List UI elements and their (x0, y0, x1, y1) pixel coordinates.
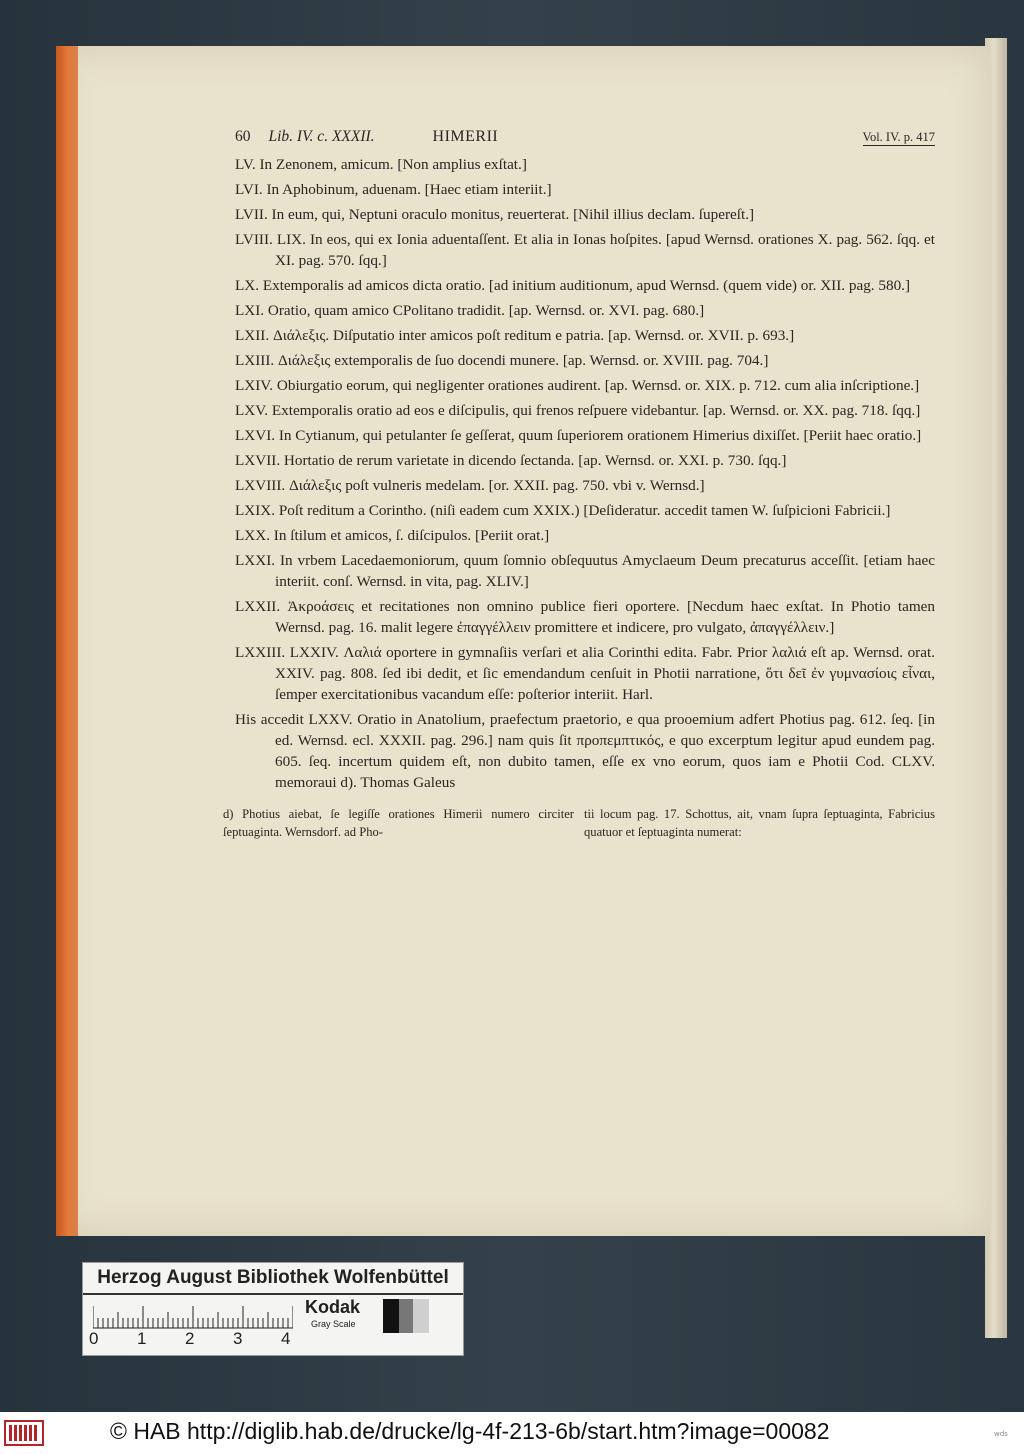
ruler-number: 3 (233, 1329, 243, 1348)
grayscale-label: Gray Scale (311, 1319, 356, 1329)
entry: LV. In Zenonem, amicum. [Non amplius exſtat.] (235, 156, 527, 173)
entries-list (235, 154, 935, 793)
page-number: 60 (235, 128, 251, 145)
entry: LVI. In Aphobinum, aduenam. [Haec etiam interiit.] (235, 181, 552, 198)
footnote-left: d) Photius aiebat, ſe legiſſe orationes Himerii numero circiter ſeptuaginta. Wernsdorf. ad Pho- (223, 807, 574, 839)
ruler-number: 4 (281, 1329, 291, 1348)
page-text (223, 128, 935, 841)
footnote-right: tii locum pag. 17. Schottus, ait, vnam ſupra ſeptuaginta, Fabricius quatuor et ſeptuaginta numerat: (584, 807, 935, 839)
ruler-number: 2 (185, 1329, 195, 1348)
entry: LXVII. Hortatio de rerum varietate in dicendo ſectanda. [ap. Wernsd. or. XXI. p. 730. ſqq.] (235, 452, 787, 469)
volume-ref: Vol. IV. p. 417 (862, 130, 935, 144)
footer-bar (0, 1412, 1024, 1454)
gray-patch-light (413, 1299, 429, 1333)
entry: LX. Extemporalis ad amicos dicta oratio. [ad initium auditionum, apud Wernsd. (quem vide) or. XII. pag. 580.] (235, 277, 911, 294)
gray-patch-black (383, 1299, 399, 1333)
entry: LVIII. LIX. In eos, qui ex Ionia aduentaſſent. Et alia in Ionas hoſpites. [apud Wernsd. orationes X. pag. 562. ſqq. et XI. pag. 570. ſqq.] (235, 231, 935, 269)
kodak-brand: Kodak (305, 1297, 361, 1317)
copyright-url[interactable]: © HAB http://diglib.hab.de/drucke/lg-4f-213-6b/start.htm?image=00082 (110, 1418, 830, 1444)
ruler-number: 1 (137, 1329, 147, 1348)
footnotes (223, 805, 935, 841)
entry: LXX. In ſtilum et amicos, ſ. diſcipulos. [Periit orat.] (235, 527, 550, 544)
library-name: Herzog August Bibliothek Wolfenbüttel (83, 1263, 463, 1295)
entry: LXXII. Ἀκροάσεις et recitationes non omnino publice fieri oportere. [Necdum haec exſtat. In Photio tamen Wernsd. pag. 16. malit legere ἐπαγγέλλειν promittere et indicere, pro vulgato, ἀπαγγέλλειν.] (235, 598, 935, 636)
entry: His accedit LXXV. Oratio in Anatolium, praefectum praetorio, e qua prooemium adfert Photius pag. 612. ſeq. [in ed. Wernsd. ecl. XXXII. pag. 296.] nam quis ſit προπεμπτικός, e quo excerptum legitur apud eundem pag. 605. ſeq. incertum quidem eſt, non dubito tamen, eſſe ex vno eorum, quos iam e Photii Cod. CLXV. memoraui d). Thomas Galeus (235, 711, 935, 791)
gray-patch-mid (399, 1299, 413, 1333)
book-chapter-ref: Lib. IV. c. XXXII. (268, 128, 375, 145)
running-title: HIMERII (432, 128, 499, 145)
entry: LXII. Διάλεξις. Diſputatio inter amicos poſt reditum e patria. [ap. Wernsd. or. XVII. p. 693.] (235, 327, 795, 344)
entry: LXXI. In vrbem Lacedaemoniorum, quum ſomnio obſequutus Amyclaeum Deum precaturus acceſſit. [etiam haec interiit. conſ. Wernsd. in vita, pag. XLIV.] (235, 552, 935, 590)
entry: LXXIII. LXXIV. Λαλιά oportere in gymnaſiis verſari et alia Corinthi edita. Fabr. Prior λαλιά eſt ap. Wernsd. orat. XXIV. pag. 808. ſed ibi dedit, et ſic emendandum cenſuit in Photii narratione, ὅτι δεῖ ἐν γυμνασίοις εἶναι, ſemper exercitationibus vacandum eſſe: poſterior interiit. Harl. (235, 644, 935, 703)
page-gilt-edge (56, 46, 78, 1236)
entry: LXVI. In Cytianum, qui petulanter ſe geſſerat, quum ſuperiorem orationem Himerius dixiſſet. [Periit haec oratio.] (235, 427, 922, 444)
entry: LXIV. Obiurgatio eorum, qui negligenter orationes audirent. [ap. Wernsd. or. XIX. p. 712. cum alia inſcriptione.] (235, 377, 920, 394)
entry: LXIX. Poſt reditum a Corintho. (niſi eadem cum XXIX.) [Deſideratur. accedit tamen W. ſuſpicioni Fabricii.] (235, 502, 891, 519)
corner-mark: wds (994, 1430, 1008, 1438)
color-scale-card (82, 1262, 464, 1356)
entry: LVII. In eum, qui, Neptuni oraculo monitus, reuerterat. [Nihil illius declam. ſupereſt.] (235, 206, 755, 223)
hab-logo-icon (4, 1420, 44, 1446)
running-header (235, 128, 935, 146)
entry: LXI. Oratio, quam amico CPolitano tradidit. [ap. Wernsd. or. XVI. pag. 680.] (235, 302, 705, 319)
entry: LXV. Extemporalis oratio ad eos e diſcipulis, qui frenos reſpuere videbantur. [ap. Wernsd. or. XX. pag. 718. ſqq.] (235, 402, 921, 419)
ruler-icon (93, 1299, 293, 1329)
entry: LXVIII. Διάλεξις poſt vulneris medelam. [or. XXII. pag. 750. vbi v. Wernsd.] (235, 477, 705, 494)
ruler-number: 0 (89, 1329, 99, 1348)
entry: LXIII. Διάλεξις extemporalis de ſuo docendi munere. [ap. Wernsd. or. XVIII. pag. 704.] (235, 352, 769, 369)
